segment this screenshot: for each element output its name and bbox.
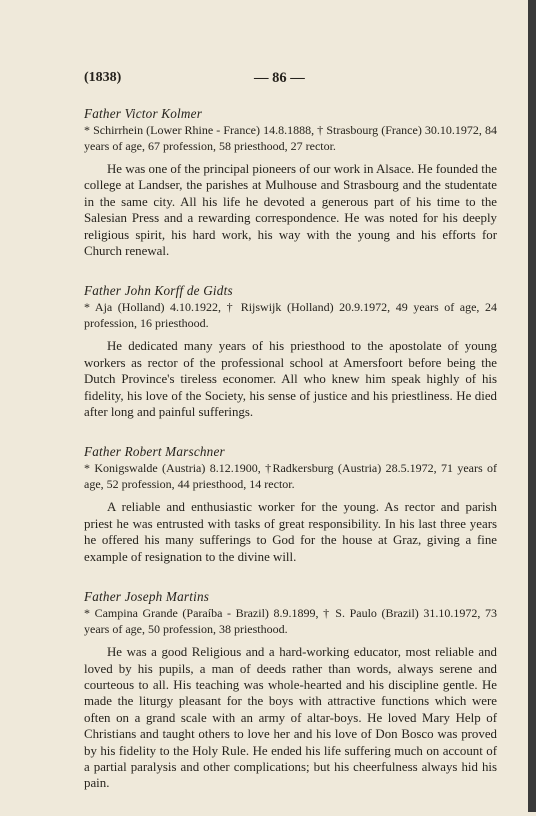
obituary-entry (84, 283, 497, 420)
entry-name: Father Joseph Martins (84, 589, 210, 605)
entry-biography: He was one of the principal pioneers of our work in Alsace. He founded the college at Landser, the parishes at Mulhouse and Strasbourg and the studentate in the same city. All his life he devoted a generous part of his time to the Salesian Press and a rewarding correspondence. He was noted for his deeply religious spirit, his hard work, his way with the young and his efforts for Church renewal. (84, 162, 497, 259)
obituary-entry (84, 444, 497, 565)
header-year: (1838) (84, 70, 122, 85)
entry-name: Father John Korff de Gidts (84, 283, 233, 299)
obituary-entry (84, 106, 497, 259)
entry-name: Father Victor Kolmer (84, 106, 203, 121)
entry-biography: A reliable and enthusiastic worker for the young. As rector and parish priest he was entrusted with tasks of great responsibility. In his last three years he offered his many sufferings to God for the house at Graz, giving a fine example of resignation to the divine will. (84, 500, 497, 564)
entry-biography: He was a good Religious and a hard-working educator, most reliable and loved by his pupils, a man of deeds rather than words, always serene and courteous to all. His teaching was whole-hearted and his discipline gentle. He made the liturgy pleasant for the boys with attractive functions which were often on a grand scale with an army of altar-boys. He loved Mary Help of Christians and taught others to love her and his love of Don Bosco was proved by his fidelity to the Holy Rule. He ended his life suffering much on account of a partial paralysis and other complications; but his cheerfulness always hid his pain. (84, 645, 497, 791)
entry-name: Father Robert Marschner (84, 444, 225, 460)
entry-details: * Konigswalde (Austria) 8.12.1900, †Radkersburg (Austria) 28.5.1972, 71 years of age, 52 profession, 44 priesthood, 14 rector. (84, 461, 497, 491)
obituary-list (84, 106, 497, 816)
entry-biography: He dedicated many years of his priesthood to the apostolate of young workers as rector of the professional school at Amersfoort before being the Dutch Province's tireless economer. All who knew him speak highly of his fidelity, his love of the Society, his sense of justice and his priestliness. He died after long and painful sufferings. (84, 339, 497, 420)
scan-edge (528, 0, 536, 812)
page-header (84, 70, 490, 90)
entry-details: * Campina Grande (Paraíba - Brazil) 8.9.1899, † S. Paulo (Brazil) 31.10.1972, 73 years of age, 50 profession, 38 priesthood. (84, 606, 497, 636)
obituary-entry (84, 589, 497, 792)
page-number: — 86 — (254, 70, 305, 86)
entry-details: * Aja (Holland) 4.10.1922, † Rijswijk (Holland) 20.9.1972, 49 years of age, 24 profession, 16 priesthood. (84, 300, 497, 330)
entry-details: * Schirrhein (Lower Rhine - France) 14.8.1888, † Strasbourg (France) 30.10.1972, 84 years of age, 67 profession, 58 priesthood, 27 rector. (84, 123, 497, 153)
